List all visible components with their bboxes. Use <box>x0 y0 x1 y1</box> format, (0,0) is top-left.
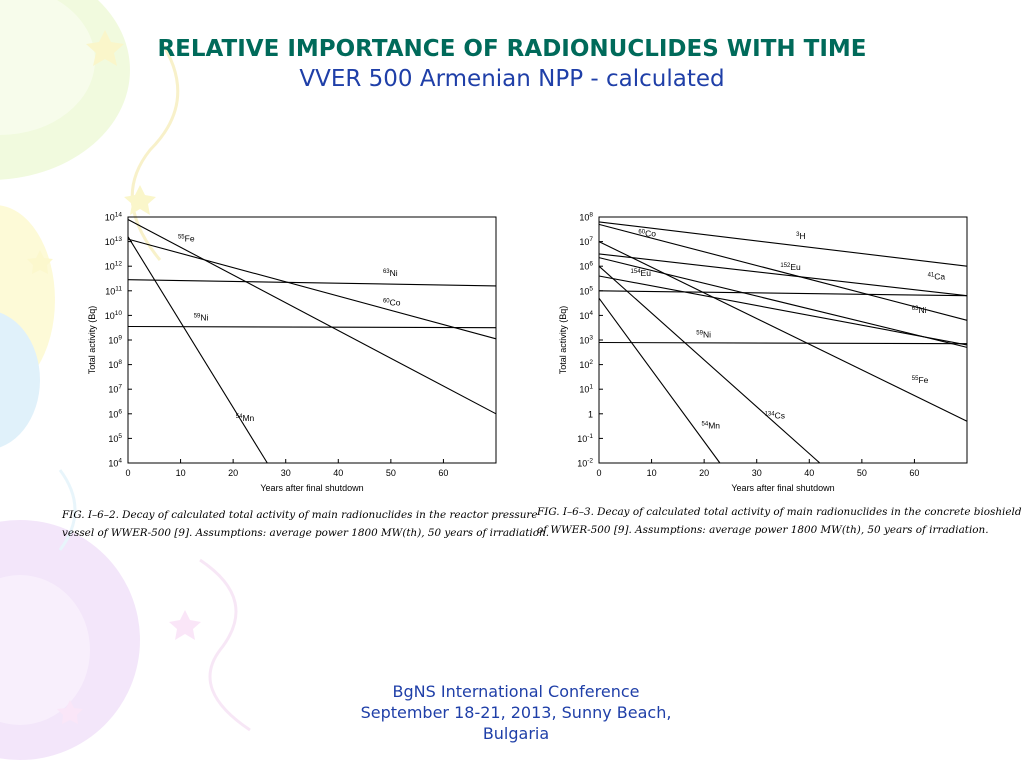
y-tick-label: $10^{12}$ <box>104 260 122 272</box>
x-axis-label: Years after final shutdown <box>260 483 364 493</box>
series-label-59ni: $^{59}$Ni <box>696 329 711 340</box>
y-tick-label: $10^1$ <box>579 383 593 395</box>
series-label-54mn: $^{54}$Mn <box>235 413 255 424</box>
figure-caption-1 <box>62 506 550 542</box>
y-axis-label: Total activity (Bq) <box>558 305 568 375</box>
series-line-60co <box>128 239 496 339</box>
series-line-54mn <box>599 298 720 463</box>
y-tick-label: $10^{-1}$ <box>577 432 593 444</box>
y-tick-label: $10^{13}$ <box>104 236 122 248</box>
series-label-63ni: $^{63}$Ni <box>382 268 398 279</box>
x-tick-label: 30 <box>280 468 291 478</box>
chart-reactor-pressure-vessel <box>80 205 520 497</box>
series-label-3h: $^3$H <box>796 231 806 242</box>
y-tick-label: $10^8$ <box>108 359 122 371</box>
x-tick-label: 60 <box>438 468 449 478</box>
series-line-41ca <box>599 254 967 296</box>
y-tick-label: $10^{11}$ <box>105 285 122 297</box>
x-tick-label: 20 <box>699 468 710 478</box>
series-label-60co: $^{60}$Co <box>638 228 656 239</box>
series-label-55fe: $^{55}$Fe <box>911 375 929 386</box>
series-line-63ni <box>599 291 967 296</box>
series-label-59ni: $^{59}$Ni <box>193 312 209 323</box>
x-tick-label: 60 <box>909 468 920 478</box>
x-tick-label: 50 <box>856 468 867 478</box>
footer-line: September 18-21, 2013, Sunny Beach, <box>360 703 672 722</box>
slide-title: RELATIVE IMPORTANCE OF RADIONUCLIDES WITH TIME <box>157 36 867 62</box>
y-tick-label: $10^8$ <box>579 211 593 223</box>
x-tick-label: 0 <box>596 468 602 478</box>
x-tick-label: 40 <box>333 468 344 478</box>
caption-line: of WWER-500 [9]. Assumptions: average power 1800 MW(th), 50 years of irradiation. <box>537 524 989 536</box>
y-tick-label: $10^{-2}$ <box>577 457 593 469</box>
y-tick-label: $10^{10}$ <box>104 309 122 321</box>
x-tick-label: 10 <box>175 468 186 478</box>
caption-line: vessel of WWER-500 [9]. Assumptions: average power 1800 MW(th), 50 years of irradiation. <box>62 527 550 539</box>
y-tick-label: $10^7$ <box>108 383 122 395</box>
y-tick-label: $10^2$ <box>579 359 593 371</box>
x-tick-label: 10 <box>646 468 657 478</box>
series-line-152eu <box>599 258 967 348</box>
caption-line: FIG. I–6–2. Decay of calculated total activity of main radionuclides in the reactor pressure <box>62 509 538 521</box>
y-tick-label: 1 <box>587 409 593 420</box>
x-tick-label: 0 <box>125 468 131 478</box>
star-decoration <box>169 610 201 640</box>
y-tick-label: $10^4$ <box>108 457 122 469</box>
y-tick-label: $10^6$ <box>579 260 593 272</box>
series-label-41ca: $^{41}$Ca <box>927 271 946 282</box>
series-label-60co: $^{60}$Co <box>382 297 401 308</box>
y-tick-label: $10^6$ <box>108 408 122 420</box>
slide-subtitle: VVER 500 Armenian NPP - calculated <box>299 66 725 92</box>
x-axis-label: Years after final shutdown <box>731 483 835 493</box>
figure-caption-2 <box>537 503 1022 539</box>
series-line-59ni <box>599 343 967 344</box>
series-label-55fe: $^{55}$Fe <box>177 233 195 244</box>
footer-line: BgNS International Conference <box>392 682 640 701</box>
x-tick-label: 30 <box>751 468 762 478</box>
series-label-63ni: $^{63}$Ni <box>911 304 927 315</box>
caption-line: FIG. I–6–3. Decay of calculated total activity of main radionuclides in the concrete bioshield <box>537 506 1022 518</box>
series-label-152eu: $^{152}$Eu <box>780 261 801 272</box>
y-tick-label: $10^9$ <box>108 334 122 346</box>
ribbon-decoration <box>200 560 250 730</box>
y-axis-label: Total activity (Bq) <box>87 305 97 375</box>
x-tick-label: 40 <box>804 468 815 478</box>
y-tick-label: $10^{14}$ <box>104 211 122 223</box>
x-tick-label: 50 <box>385 468 396 478</box>
chart-concrete-bioshield <box>552 205 982 497</box>
series-line-63ni <box>128 280 496 286</box>
series-label-134cs: $^{134}$Cs <box>764 410 786 421</box>
y-tick-label: $10^4$ <box>579 309 593 321</box>
y-tick-label: $10^3$ <box>579 334 593 346</box>
footer <box>300 681 732 744</box>
plot-area <box>599 217 967 463</box>
y-tick-label: $10^7$ <box>579 236 593 248</box>
series-label-54mn: $^{54}$Mn <box>701 420 721 431</box>
series-label-154eu: $^{154}$Eu <box>630 268 651 279</box>
series-line-55fe <box>128 220 496 414</box>
y-tick-label: $10^5$ <box>108 432 122 444</box>
footer-line: Bulgaria <box>482 724 550 743</box>
x-tick-label: 20 <box>228 468 239 478</box>
y-tick-label: $10^5$ <box>579 285 593 297</box>
